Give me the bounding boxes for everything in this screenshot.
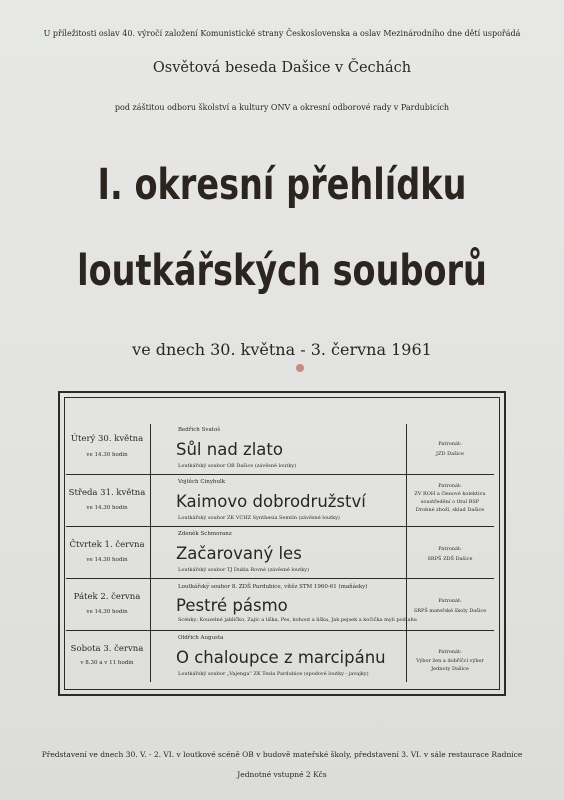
row-time: v 8.30 a v 11 hodin (80, 660, 134, 666)
row-author: Vojtěch Cinybulk (178, 479, 226, 485)
row-patron-label: Patronát: (438, 441, 462, 447)
red-stamp-mark (296, 364, 304, 372)
main-title-line-1: I. okresní přehlídku (97, 160, 467, 210)
row-title: Pestré pásmo (176, 596, 288, 615)
row-ensemble: Loutkářský soubor TJ Dukla Rovné (závěsné loutky) (178, 567, 310, 573)
divider (150, 474, 494, 475)
row-ensemble: Loutkářský soubor „Vajenga“ ZK Tesla Pardubice (spodové loutky - javajky) (178, 671, 369, 677)
main-title-line-2: loutkářských souborů (77, 246, 487, 296)
divider (66, 526, 150, 527)
row-day: Úterý 30. května (70, 434, 144, 444)
row-title: Sůl nad zlato (176, 440, 283, 459)
divider (150, 630, 494, 631)
event-dates: ve dnech 30. května - 3. června 1961 (132, 340, 432, 359)
row-patron: SRPŠ ZDŠ Dašice (427, 556, 473, 562)
divider (150, 578, 494, 579)
intro-line: U příležitosti oslav 40. výročí založení Komunistické strany Československa a oslav Mezinárodního dne dětí uspořádá (43, 29, 521, 38)
row-author: Loutkářský soubor 8. ZDŠ Pardubice, vítěz STM 1960-61 (maňásky) (178, 584, 368, 590)
row-ensemble: Scénky: Kouzelné jablíčko, Zajíc a liška, Pes, kohout a liška, Jak pejsek a kočička myli podlahu (178, 617, 417, 623)
row-patron: Drobné zboží, sklad Dašice (415, 507, 485, 513)
row-patron: JZD Dašice (436, 451, 464, 457)
row-time: ve 14.30 hodin (86, 452, 128, 458)
row-author: Zdeněk Schmoranz (178, 531, 232, 537)
row-title: Začarovaný les (176, 544, 302, 563)
row-patron-label: Patronát: (438, 649, 462, 655)
row-ensemble: Loutkářský soubor ZK VCHZ Synthesia Semtín (závěsné loutky) (178, 515, 340, 521)
row-ensemble: Loutkářský soubor OB Dašice (závěsné loutky) (178, 463, 297, 469)
row-author: Oldřich Augusta (178, 635, 224, 641)
organizer: Osvětová beseda Dašice v Čechách (152, 60, 412, 76)
row-time: ve 14.30 hodin (86, 557, 128, 563)
patronage-line: pod záštitou odboru školství a kultury ONV a okresní odborové rady v Pardubicích (114, 103, 450, 112)
row-day: Sobota 3. června (70, 644, 144, 654)
row-day: Pátek 2. června (73, 592, 141, 602)
row-time: ve 14.30 hodin (86, 505, 128, 511)
row-patron-label: Patronát: (438, 546, 462, 552)
divider (150, 526, 494, 527)
row-title: Kaimovo dobrodružství (176, 492, 366, 511)
row-time: ve 14.30 hodin (86, 609, 128, 615)
row-day: Čtvrtek 1. června (69, 540, 145, 550)
row-patron: Jednoty Dašice (431, 666, 469, 672)
row-patron-label: Patronát: (438, 483, 462, 489)
divider (66, 578, 150, 579)
row-title: O chaloupce z marcipánu (176, 648, 386, 667)
row-day: Středa 31. května (68, 488, 146, 498)
row-patron: soustředění o titul BSP (420, 499, 480, 505)
footer-venue: Představení ve dnech 30. V. - 2. VI. v loutkové scéně OB v budově mateřské školy, představení 3. VI. v sále restaurace Radnice (41, 750, 523, 759)
row-author: Bedřich Svatoš (178, 427, 221, 433)
row-patron: ZV ROH a členové kolektivu (414, 491, 486, 497)
row-patron-label: Patronát: (438, 598, 462, 604)
column-divider (406, 424, 407, 682)
divider (66, 474, 150, 475)
column-divider (150, 424, 151, 682)
divider (66, 630, 150, 631)
footer-admission: Jednotné vstupné 2 Kčs (237, 770, 327, 779)
row-patron: SRPŠ mateřské školy Dašice (413, 608, 487, 614)
row-patron: Výbor žen a dobříčcí výbor (416, 658, 484, 664)
